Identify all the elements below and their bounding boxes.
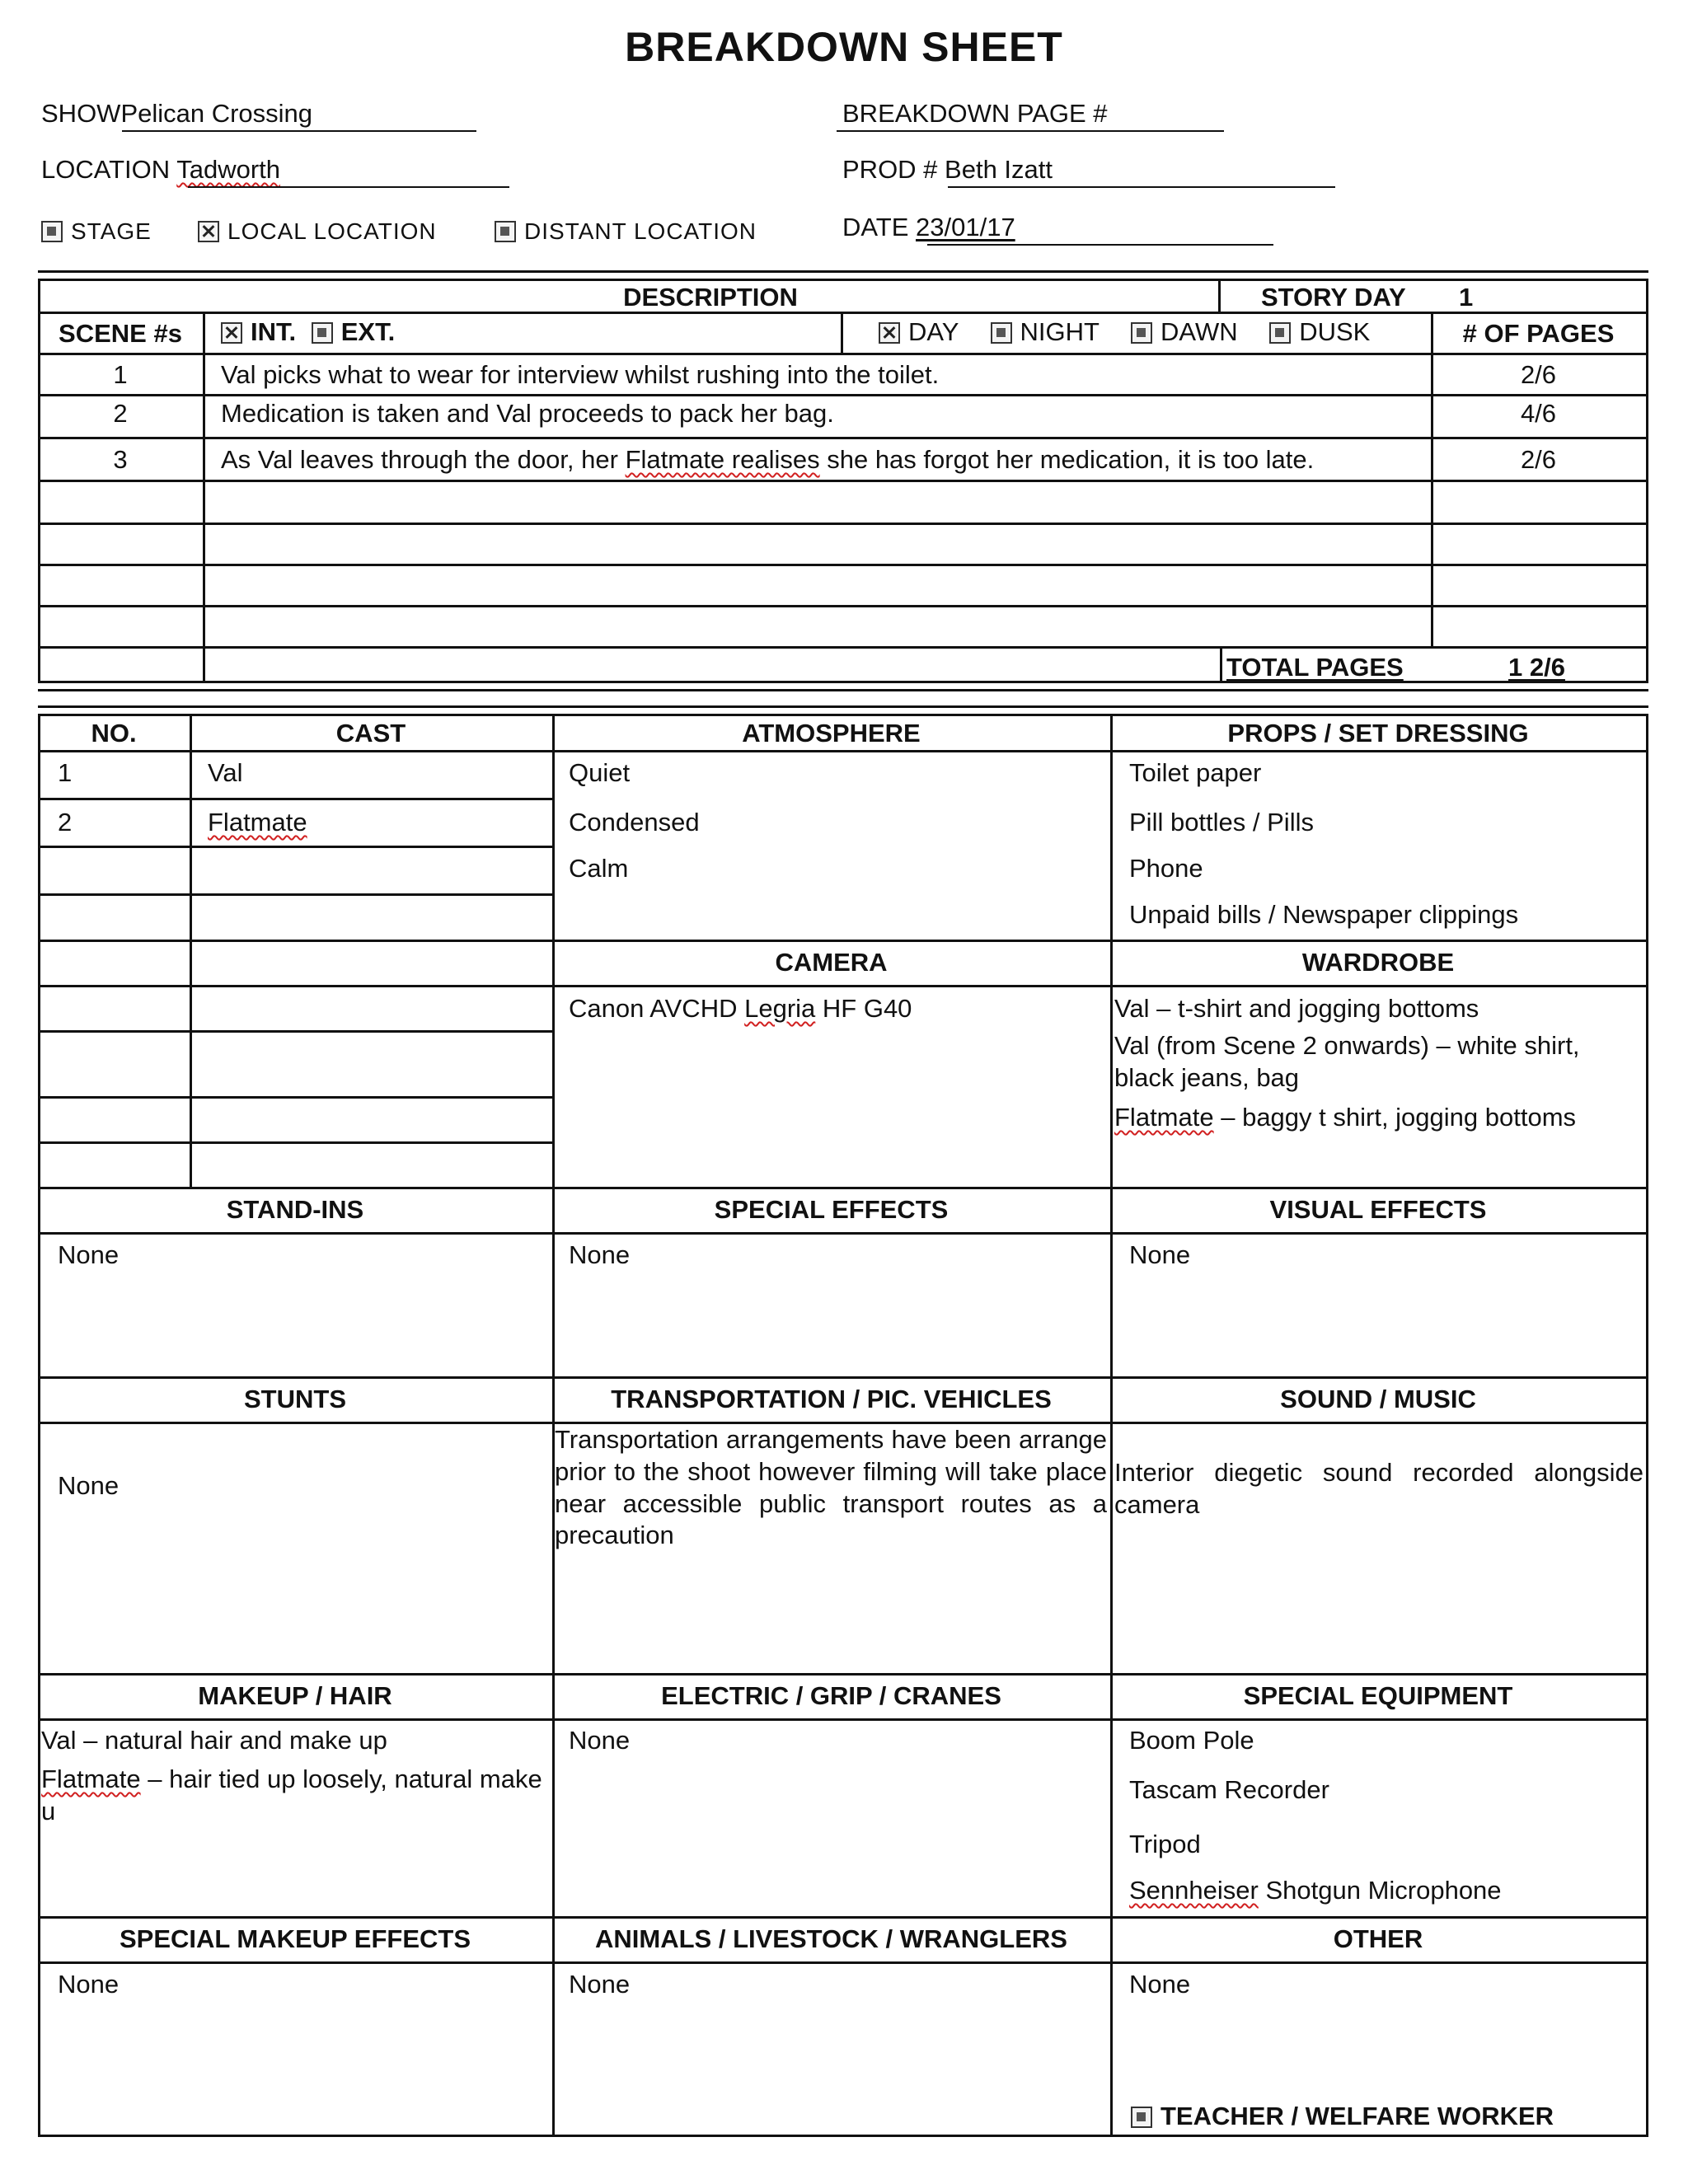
sound-header: SOUND / MUSIC — [1280, 1385, 1476, 1413]
stage-label: STAGE — [71, 218, 152, 244]
scene-description-misspelled: Flatmate realises — [625, 445, 820, 474]
stunts-value: None — [58, 1471, 120, 1500]
dawn-label: DAWN — [1160, 317, 1238, 346]
story-day-label: STORY DAY — [1261, 283, 1406, 312]
rule — [38, 893, 552, 896]
cast-number: 1 — [58, 758, 73, 787]
rule — [552, 985, 1648, 987]
other-value: None — [1129, 1970, 1191, 1999]
rule — [38, 846, 552, 848]
list-item: Calm — [569, 854, 629, 883]
scene-pages: 4/6 — [1520, 399, 1557, 428]
stage-checkbox-icon[interactable] — [41, 221, 63, 242]
list-item: Quiet — [569, 758, 631, 787]
teacher-welfare-option[interactable] — [1131, 2102, 1554, 2131]
date-value: 23/01/17 — [916, 213, 1015, 241]
date-underline — [927, 244, 1273, 246]
breakdown-page-label: BREAKDOWN PAGE # — [842, 99, 1108, 128]
dawn-checkbox-icon[interactable] — [1131, 322, 1152, 344]
page-title: BREAKDOWN SHEET — [625, 24, 1063, 70]
rule — [38, 714, 40, 2135]
camera-value — [569, 994, 912, 1024]
transportation-header: TRANSPORTATION / PIC. VEHICLES — [611, 1385, 1052, 1413]
location-type-distant[interactable] — [495, 216, 757, 246]
story-day-value[interactable]: 1 — [1459, 283, 1474, 312]
location-underline — [188, 186, 509, 188]
cast-name: Val — [208, 758, 243, 787]
wardrobe-line: Val – t-shirt and jogging bottoms — [1114, 994, 1479, 1023]
ext-label: EXT. — [340, 317, 396, 346]
wardrobe-line — [1114, 1103, 1576, 1132]
list-item: Pill bottles / Pills — [1129, 808, 1314, 837]
list-item: Unpaid bills / Newspaper clippings — [1129, 900, 1519, 929]
list-item: Phone — [1129, 854, 1203, 883]
location-label: LOCATION — [41, 155, 171, 184]
list-item: Condensed — [569, 808, 700, 837]
rule — [1110, 714, 1113, 2135]
animals-value: None — [569, 1970, 631, 1999]
rule — [190, 714, 192, 1187]
cast-number: 2 — [58, 808, 73, 837]
teacher-label: TEACHER / WELFARE WORKER — [1160, 2102, 1554, 2130]
special-effects-header: SPECIAL EFFECTS — [714, 1195, 949, 1224]
rule — [38, 689, 1648, 691]
distant-location-label: DISTANT LOCATION — [524, 218, 757, 244]
rule — [38, 1673, 1648, 1675]
rule — [38, 985, 552, 987]
special-effects-value: None — [569, 1240, 631, 1269]
rule — [203, 312, 205, 681]
other-header: OTHER — [1333, 1924, 1423, 1953]
show-field[interactable] — [41, 99, 312, 129]
distant-location-checkbox-icon[interactable] — [495, 221, 516, 242]
rule — [38, 681, 1648, 683]
scene-description-part: she has forgot her medication, it is too late. — [819, 445, 1315, 474]
wardrobe-text: – baggy t shirt, jogging bottoms — [1213, 1103, 1577, 1132]
rule — [38, 1187, 1648, 1189]
rule — [38, 1232, 1648, 1235]
show-label: SHOW — [41, 99, 121, 128]
prod-field[interactable] — [842, 155, 1053, 185]
stunts-header: STUNTS — [244, 1385, 346, 1413]
scene-no-header: SCENE #s — [59, 319, 182, 348]
equipment-brand: Sennheiser — [1129, 1876, 1259, 1905]
list-item: Boom Pole — [1129, 1726, 1254, 1755]
camera-text: HF G40 — [815, 994, 912, 1023]
special-makeup-header: SPECIAL MAKEUP EFFECTS — [119, 1924, 471, 1953]
rule — [1220, 646, 1222, 681]
scene-pages: 2/6 — [1520, 445, 1557, 474]
visual-effects-value: None — [1129, 1240, 1191, 1269]
animals-header: ANIMALS / LIVESTOCK / WRANGLERS — [595, 1924, 1067, 1953]
scene-number: 2 — [113, 399, 128, 428]
rule — [38, 1376, 1648, 1379]
special-makeup-value: None — [58, 1970, 120, 1999]
wardrobe-header: WARDROBE — [1301, 948, 1455, 977]
rule — [38, 1916, 1648, 1919]
dusk-checkbox-icon[interactable] — [1269, 322, 1291, 344]
makeup-header: MAKEUP / HAIR — [198, 1681, 392, 1710]
day-label: DAY — [908, 317, 959, 346]
int-label: INT. — [251, 317, 297, 346]
sound-value: Interior diegetic sound recorded alongside camera — [1114, 1458, 1643, 1519]
makeup-name: Flatmate — [41, 1765, 141, 1793]
rule — [38, 564, 1648, 566]
rule — [1218, 279, 1221, 312]
description-header: DESCRIPTION — [623, 283, 798, 312]
int-checkbox-icon[interactable] — [221, 322, 242, 344]
rule — [38, 798, 552, 800]
transportation-value: Transportation arrangements have been arrange prior to the shoot however filming will take place near accessible public transport routes as a precaution — [555, 1425, 1107, 1550]
list-item: Tascam Recorder — [1129, 1775, 1329, 1804]
rule — [38, 1096, 552, 1099]
rule — [38, 523, 1648, 525]
rule — [38, 270, 1648, 273]
show-underline — [122, 130, 476, 132]
prod-label: PROD # — [842, 155, 938, 184]
makeup-line: Val – natural hair and make up — [41, 1726, 387, 1755]
day-checkbox-icon[interactable] — [879, 322, 900, 344]
rule — [38, 705, 1648, 708]
cast-header: CAST — [335, 719, 406, 748]
rule — [38, 353, 1648, 355]
rule — [38, 1961, 1648, 1964]
scene-description-part: As Val leaves through the door, her — [221, 445, 626, 474]
local-location-checkbox-icon[interactable] — [198, 221, 219, 242]
equipment-text: Shotgun Microphone — [1258, 1876, 1502, 1905]
rule — [38, 750, 1648, 752]
cast-no-header: NO. — [91, 719, 137, 748]
scene-description — [221, 445, 1314, 475]
rule — [38, 1030, 552, 1033]
rule — [38, 714, 1648, 716]
wardrobe-line: Val (from Scene 2 onwards) – white shirt, black jeans, bag — [1114, 1031, 1580, 1092]
electric-value: None — [569, 1726, 631, 1755]
rule — [1646, 279, 1648, 681]
scene-number: 3 — [113, 445, 128, 474]
location-type-local[interactable] — [198, 216, 437, 246]
total-pages-value: 1 2/6 — [1508, 653, 1565, 682]
camera-text-misspelled: Legria — [744, 994, 816, 1023]
location-value: Tadworth — [176, 155, 281, 184]
location-field[interactable] — [41, 155, 280, 185]
location-type-stage[interactable] — [41, 216, 152, 246]
rule — [38, 2135, 1648, 2137]
rule — [38, 437, 1648, 439]
breakdown-page-underline — [837, 130, 1224, 132]
electric-header: ELECTRIC / GRIP / CRANES — [661, 1681, 1001, 1710]
date-field[interactable] — [842, 213, 1015, 242]
scene-description: Medication is taken and Val proceeds to pack her bag. — [221, 399, 834, 428]
rule — [38, 1718, 1648, 1721]
props-header: PROPS / SET DRESSING — [1227, 719, 1529, 748]
list-item — [1129, 1876, 1502, 1905]
rule — [38, 480, 1648, 482]
rule — [38, 646, 1648, 649]
rule — [38, 279, 1648, 281]
wardrobe-name: Flatmate — [1114, 1103, 1214, 1132]
stand-ins-value: None — [58, 1240, 120, 1269]
atmosphere-header: ATMOSPHERE — [742, 719, 921, 748]
breakdown-page-field[interactable] — [842, 99, 1108, 129]
prod-underline — [948, 186, 1335, 188]
time-of-day-options[interactable] — [879, 317, 1370, 347]
teacher-checkbox-icon[interactable] — [1131, 2107, 1152, 2128]
prod-value: Beth Izatt — [945, 155, 1053, 184]
cast-name: Flatmate — [208, 808, 307, 837]
camera-text: Canon AVCHD — [569, 994, 745, 1023]
date-label: DATE — [842, 213, 909, 241]
list-item: Toilet paper — [1129, 758, 1262, 787]
local-location-label: LOCAL LOCATION — [227, 218, 437, 244]
scene-number: 1 — [113, 360, 128, 389]
visual-effects-header: VISUAL EFFECTS — [1269, 1195, 1487, 1224]
rule — [38, 1141, 552, 1144]
rule — [38, 605, 1648, 607]
night-label: NIGHT — [1020, 317, 1100, 346]
scene-pages: 2/6 — [1520, 360, 1557, 389]
show-value: Pelican Crossing — [120, 99, 313, 128]
ext-checkbox-icon[interactable] — [312, 322, 333, 344]
rule — [1646, 714, 1648, 2135]
makeup-text: – hair tied up loosely, natural make u — [41, 1765, 542, 1825]
rule — [841, 312, 843, 353]
special-equipment-header: SPECIAL EQUIPMENT — [1243, 1681, 1513, 1710]
pages-header: # OF PAGES — [1462, 319, 1615, 348]
makeup-line — [41, 1764, 548, 1828]
stand-ins-header: STAND-INS — [226, 1195, 364, 1224]
night-checkbox-icon[interactable] — [991, 322, 1012, 344]
total-pages-label: TOTAL PAGES — [1226, 653, 1404, 682]
int-option[interactable] — [221, 317, 395, 347]
list-item: Tripod — [1129, 1830, 1201, 1858]
rule — [38, 940, 1648, 942]
scene-description: Val picks what to wear for interview whilst rushing into the toilet. — [221, 360, 940, 389]
rule — [38, 394, 1648, 396]
camera-header: CAMERA — [775, 948, 888, 977]
dusk-label: DUSK — [1299, 317, 1371, 346]
